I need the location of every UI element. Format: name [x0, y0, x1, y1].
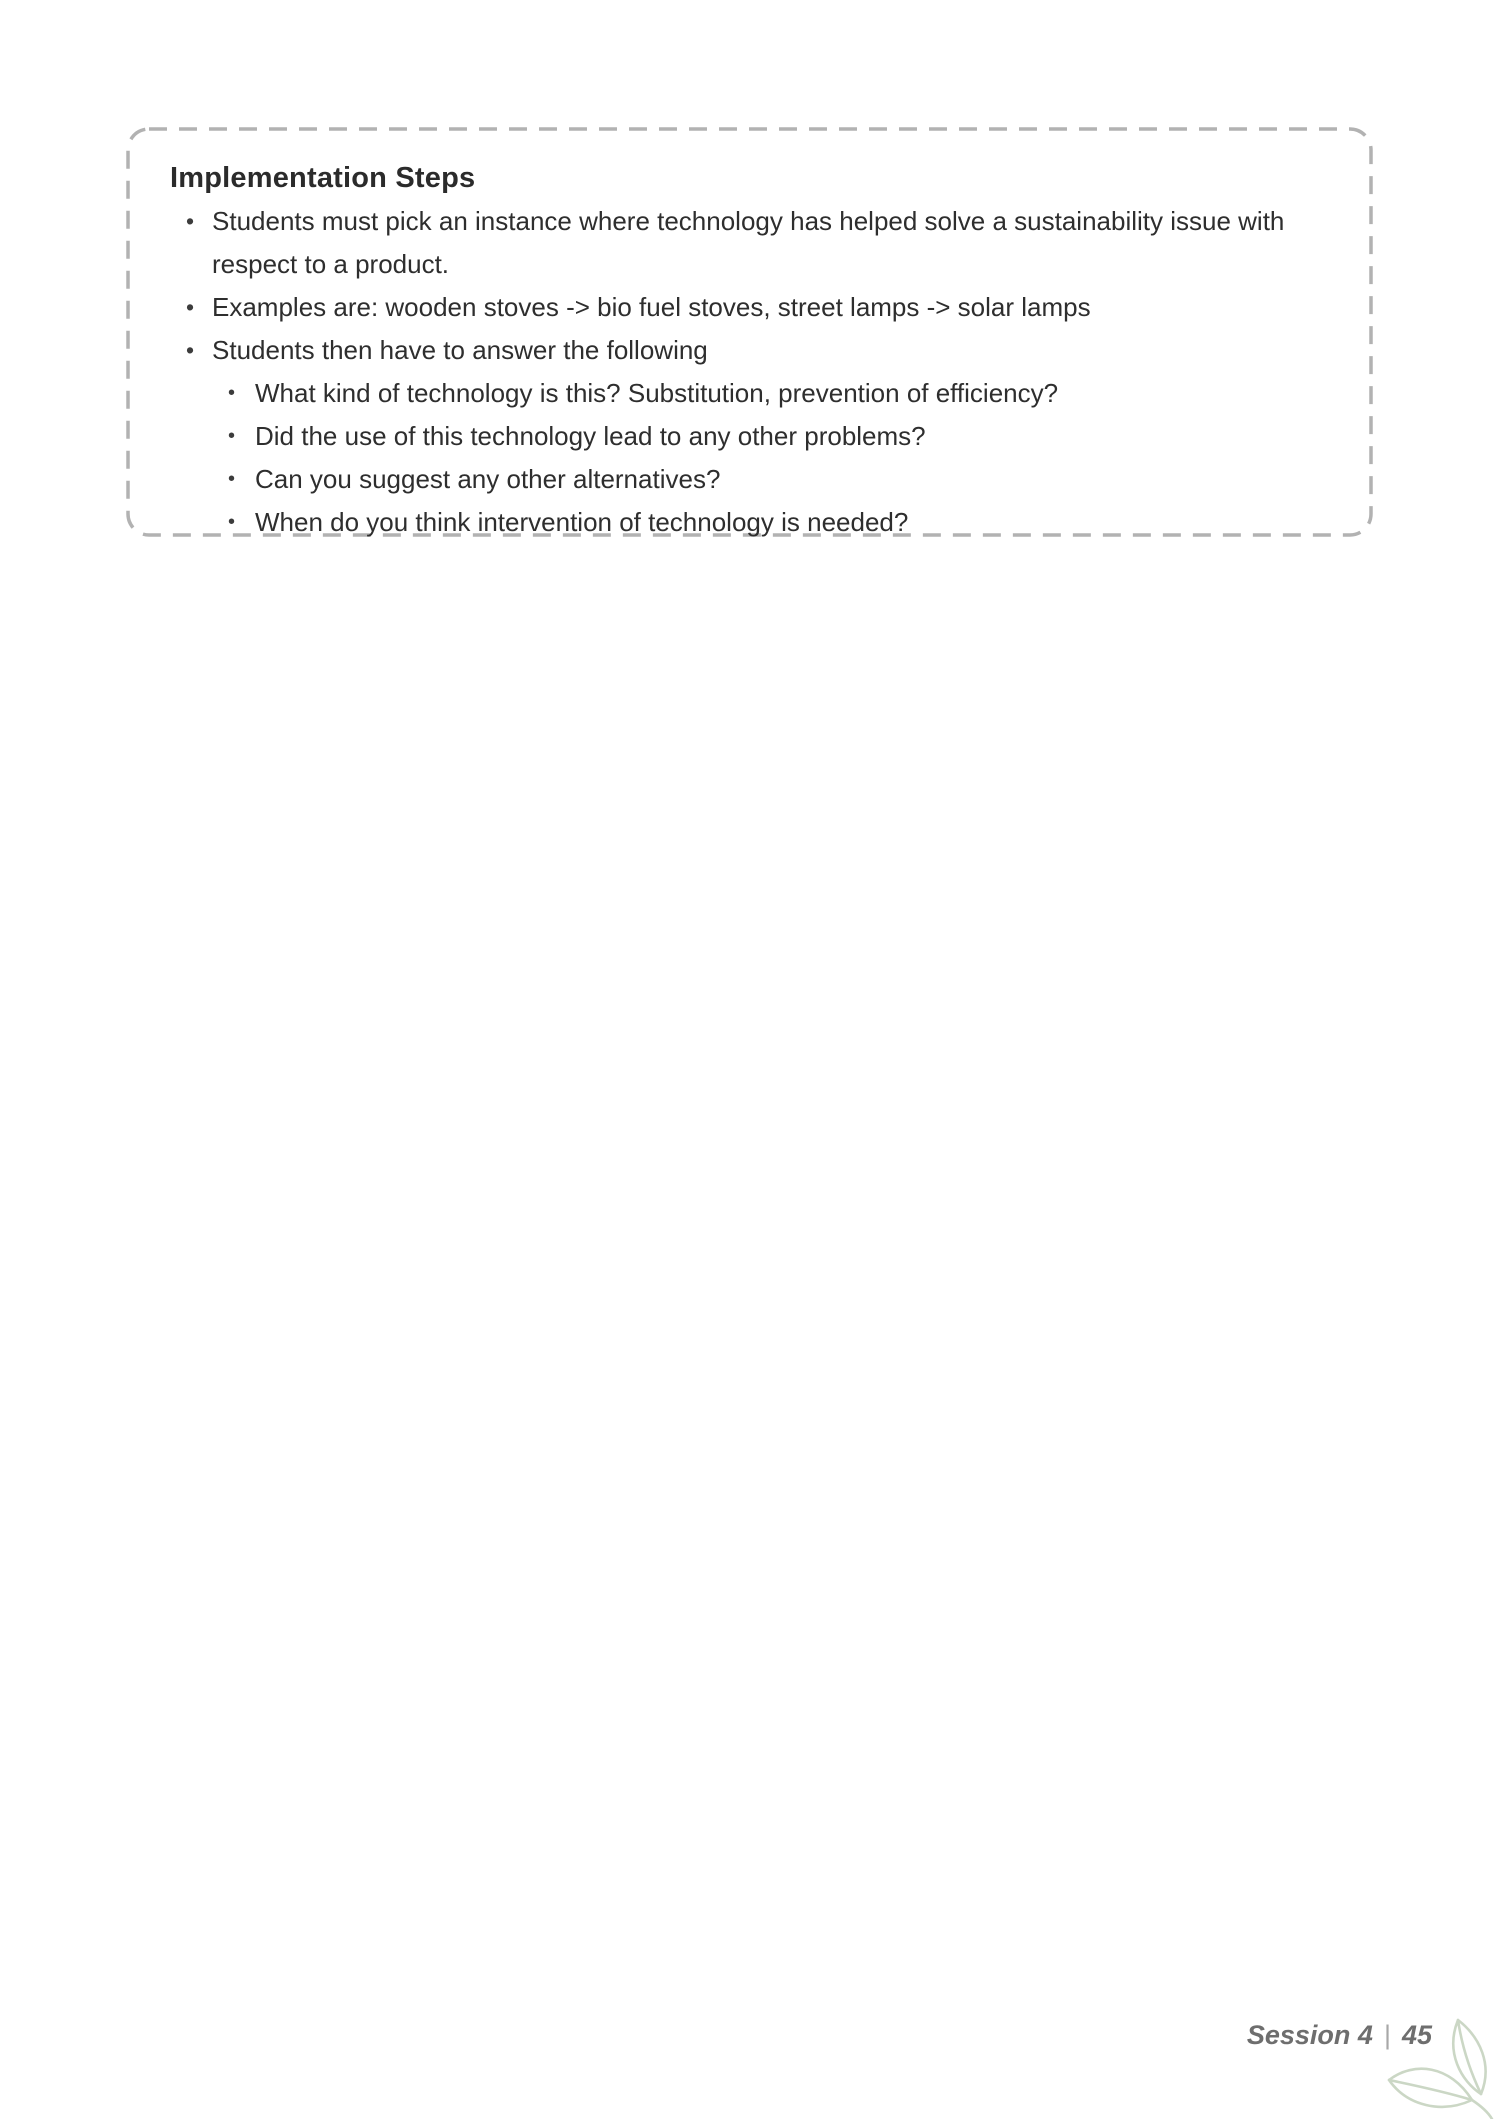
implementation-steps-list	[170, 200, 1328, 544]
list-item: • Students must pick an instance where technology has helped solve a sustainability issue with respect to a product.	[170, 200, 1328, 286]
list-item	[170, 329, 1328, 544]
panel-title: Implementation Steps	[170, 162, 476, 194]
implementation-steps-panel	[126, 127, 1373, 537]
page-number: 45	[1401, 2020, 1432, 2050]
sub-list-item: • What kind of technology is this? Substitution, prevention of efficiency?	[212, 372, 1328, 415]
questions-sub-list	[212, 372, 1328, 544]
sub-list-item: • When do you think intervention of technology is needed?	[212, 501, 1328, 544]
sub-list-item: • Did the use of this technology lead to any other problems?	[212, 415, 1328, 458]
panel-content	[126, 127, 1373, 544]
sub-list-item: • Can you suggest any other alternatives?	[212, 458, 1328, 501]
leaf-logo-icon	[1382, 2017, 1500, 2119]
session-label: Session 4	[1246, 2020, 1373, 2050]
list-item-text: Students then have to answer the following	[212, 335, 708, 365]
footer-separator: |	[1383, 2020, 1391, 2050]
list-item: • Examples are: wooden stoves -> bio fuel stoves, street lamps -> solar lamps	[170, 286, 1328, 329]
